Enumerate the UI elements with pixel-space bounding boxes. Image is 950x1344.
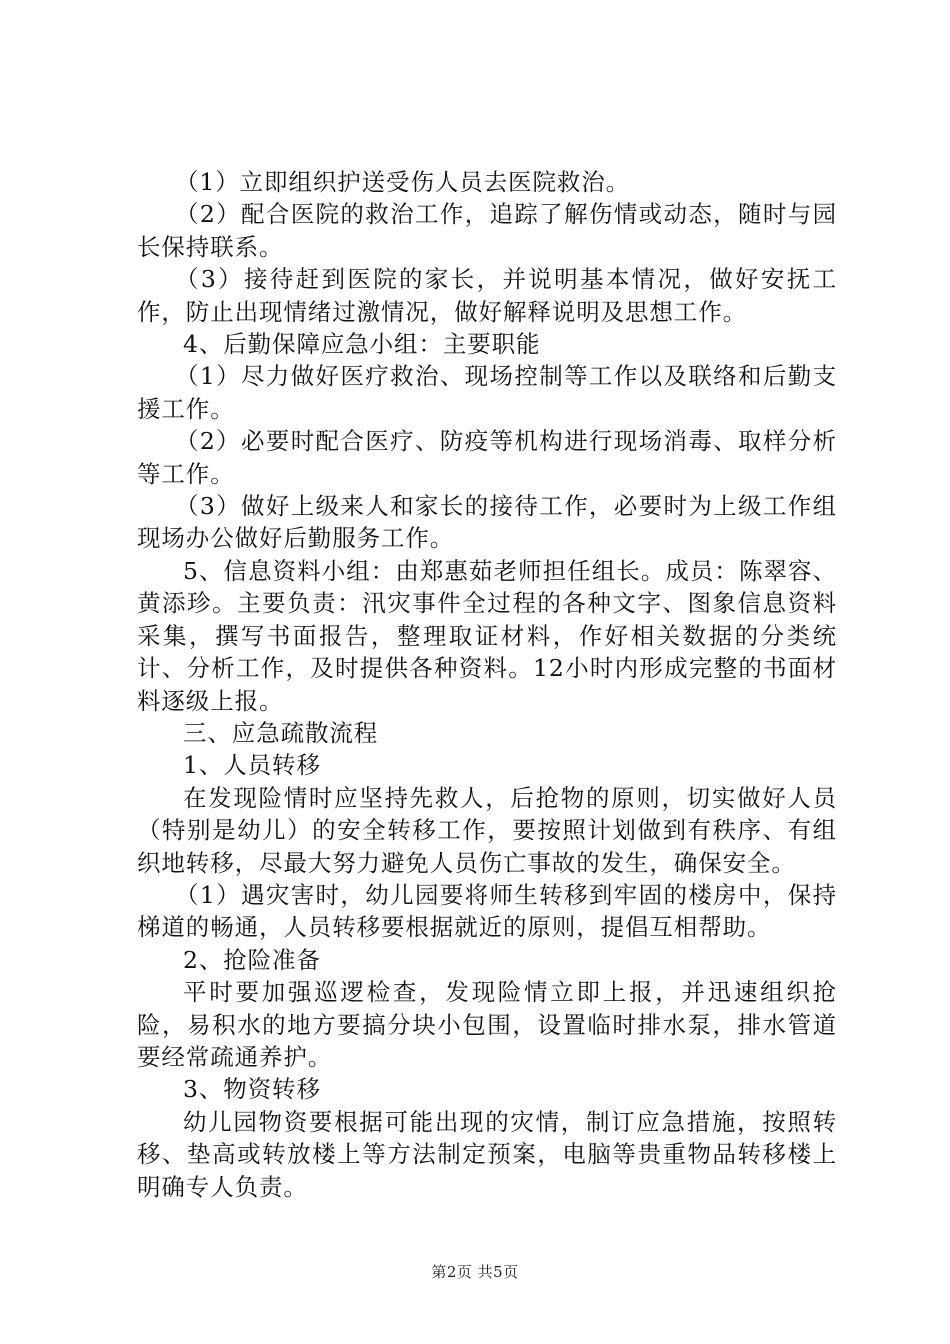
section-heading: 4、后勤保障应急小组：主要职能 <box>183 330 541 359</box>
paragraph: 在发现险情时应坚持先救人，后抢物的原则，切实做好人员（特别是幼儿）的安全转移工作，要按照计划做到有秩序、有组织地转移，尽最大努力避免人员伤亡事故的发生，确保安全。 <box>137 783 837 877</box>
paragraph: （3）接待赶到医院的家长，并说明基本情况，做好安抚工作，防止出现情绪过激情况，做好解释说明及思想工作。 <box>137 265 837 326</box>
paragraph: （1）遇灾害时，幼儿园要将师生转移到牢固的楼房中，保持梯道的畅通，人员转移要根据就近的原则，提倡互相帮助。 <box>137 880 837 942</box>
paragraph: 5、信息资料小组：由郑惠茹老师担任组长。成员：陈翠容、黄添珍。主要负责：汛灾事件全过程的各种文字、图象信息资料采集，撰写书面报告，整理取证材料，作好相关数据的分类统计、分析工作，及时提供各种资料。12小时内形成完整的书面材料逐级上报。 <box>137 556 837 715</box>
section-heading: 2、抢险准备 <box>183 945 321 974</box>
paragraph: 幼儿园物资要根据可能出现的灾情，制订应急措施，按照转移、垫高或转放楼上等方法制定预案，电脑等贵重物品转移楼上明确专人负责。 <box>137 1107 837 1201</box>
section-heading: 3、物资转移 <box>183 1075 321 1104</box>
paragraph: （2）配合医院的救治工作，追踪了解伤情或动态，随时与园长保持联系。 <box>137 200 837 261</box>
paragraph: （1）尽力做好医疗救治、现场控制等工作以及联络和后勤支援工作。 <box>137 362 837 423</box>
paragraph: （1）立即组织护送受伤人员去医院救治。 <box>175 168 631 196</box>
section-heading: 三、应急疏散流程 <box>183 718 379 747</box>
document-body <box>137 166 837 1203</box>
paragraph: （2）必要时配合医疗、防疫等机构进行现场消毒、取样分析等工作。 <box>137 427 837 488</box>
section-heading: 1、人员转移 <box>183 751 321 780</box>
paragraph: （3）做好上级来人和家长的接待工作，必要时为上级工作组现场办公做好后勤服务工作。 <box>137 492 837 553</box>
page-number-footer: 第2页 共5页 <box>431 1263 519 1281</box>
paragraph: 平时要加强巡逻检查，发现险情立即上报，并迅速组织抢险，易积水的地方要搞分块小包围，设置临时排水泵，排水管道要经常疏通养护。 <box>137 978 837 1071</box>
